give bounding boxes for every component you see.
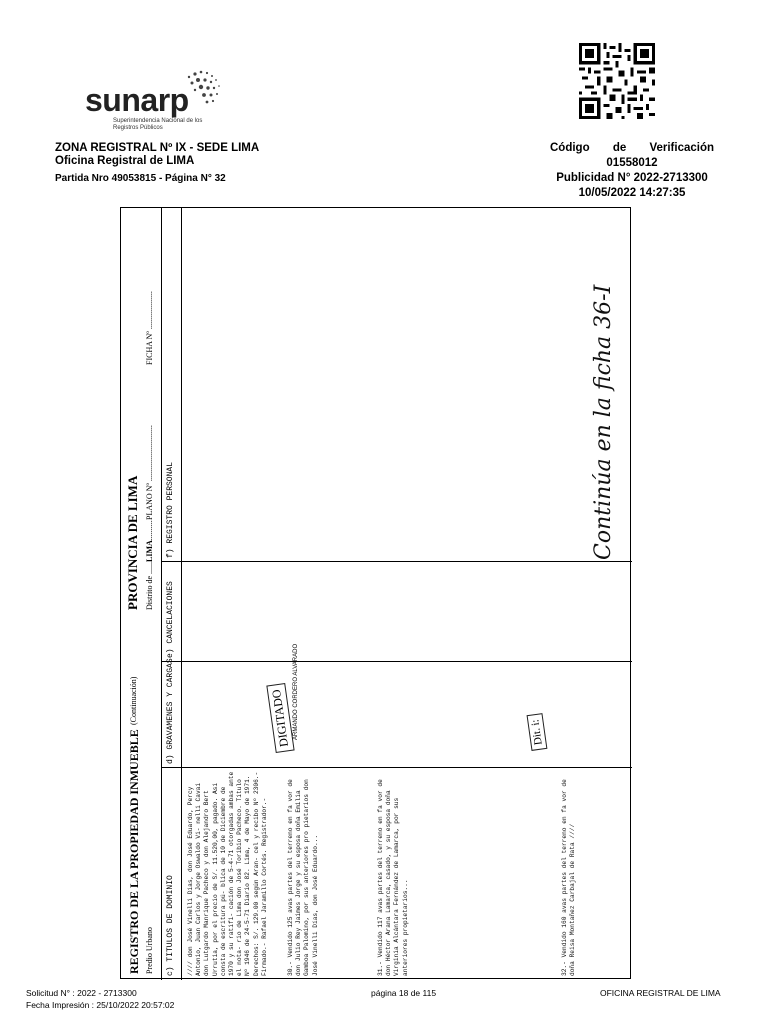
verification-label-row <box>550 141 714 156</box>
partida-number: Partida Nro 49053815 - Página N° 32 <box>55 173 226 184</box>
form-distrito: Distrito de ......LIMA.......... <box>145 520 154 610</box>
plano-label: PLANO Nº <box>145 483 154 520</box>
publicidad-number: Publicidad N° 2022-2713300 <box>556 172 708 184</box>
codigo-label: Código <box>550 142 590 154</box>
column-header-cancelaciones: e) CANCELACIONES <box>166 581 175 658</box>
publicidad-date: 10/05/2022 14:27:35 <box>578 187 686 199</box>
column-header-gravamenes: d) GRAVAMENES Y CARGAS <box>166 658 175 764</box>
sunarp-logo <box>85 68 235 130</box>
qr-code-icon <box>577 43 657 119</box>
form-title: REGISTRO DE LA PROPIEDAD INMUEBLE <box>127 729 141 974</box>
footer-fecha-impresion: Fecha Impresión : 25/10/2022 20:57:02 <box>26 1000 175 1010</box>
stamp-signer-name: ARMANDO CORDERO ALVARADO <box>293 643 299 740</box>
distrito-value: LIMA <box>145 540 154 562</box>
entry-30: 30.- Vendido 125 avas partes del terreno en fa vor de don Julio Rey Jaimes Jorge y su esposa doña Emilia Gamboa Palomino, por sus anteriores pro pietarios don José Vinelli Días, don José Eduardo... <box>287 779 319 976</box>
verification-code: 01558012 <box>606 157 658 169</box>
form-predio: Predio Urbano <box>145 927 154 974</box>
footer-solicitud: Solicitud N° : 2022 - 2713300 <box>26 988 137 998</box>
column-divider-2 <box>161 661 632 662</box>
header-rule <box>161 208 162 980</box>
de-label: de <box>612 142 627 154</box>
column-header-registro-personal: f) REGISTRO PERSONAL <box>166 461 175 558</box>
oficina-registral: Oficina Registral de LIMA <box>55 155 195 167</box>
distrito-label: Distrito de <box>145 576 154 610</box>
stamp-digitado: DIGITADO <box>266 683 294 753</box>
entry-29: //// don José Vinelli Días, don José Eduardo, Percy Antonio, Juan Carlos y Jorge Oswaldo Vi- nelli Cavai don Lutgardo Manrique Pacheco y don Alejandro Bert Urrutia, por el precio de S/. 11.520,00, pagado. Así consta de escritura pú- blica de 10 de Diciembre de 1970 y su ratifi- cación de 5-4-71 otorgadas ambas ante el nota- rio de Lima don José Toribio Pacheco. Título Nº 1946 de 24-5-71 Diario 82. Lima, 4 de Mayo de 1971. Derechos: S/. 129.00 según Aran- cel y recibo Nº 2306.- Firmado.- Rafael Jaramillo Cortés. Registrador.- <box>187 771 268 976</box>
form-plano: PLANO Nº ............................ <box>145 425 154 520</box>
entry-31: 31.- Vendido 117 avas partes del terreno en fa vor de don Héctor Arana Lamarca, casado, y su esposa doña Virginia Alcántara Fernández de Lamarca, por sus anteriores propietarios... <box>377 779 409 976</box>
rotated-form <box>121 208 632 980</box>
scanned-registry-page <box>120 207 631 979</box>
form-header <box>121 208 161 980</box>
form-ficha: FICHA Nº ................... <box>145 291 154 365</box>
column-divider-3 <box>161 561 632 562</box>
verification-block <box>550 141 714 201</box>
handwritten-note: Continúa en la ficha 36-I <box>591 284 616 560</box>
stamp-ditit: Dit. i: <box>527 713 548 751</box>
verificacion-label: Verificación <box>649 142 714 154</box>
column-divider-1 <box>161 767 632 768</box>
footer-oficina: OFICINA REGISTRAL DE LIMA <box>600 988 721 998</box>
column-header-titulos: c) TITULOS DE DOMINIO <box>166 875 175 976</box>
form-provincia: PROVINCIA DE LIMA <box>125 475 140 610</box>
footer-page-number: página 18 de 115 <box>371 988 437 998</box>
zona-registral: ZONA REGISTRAL Nº IX - SEDE LIMA <box>55 142 260 154</box>
ficha-label: FICHA Nº <box>145 331 154 365</box>
column-header-rule <box>181 208 182 980</box>
logo-wordmark: sunarp <box>85 82 189 118</box>
logo-subtitle: Superintendencia Nacional de los Registros Públicos <box>113 118 203 131</box>
form-continuacion: (Continuación) <box>129 676 138 725</box>
entry-32: 32.- Vendido 160 avas partes del terreno en fa vor de doña Reisa Montañez Carbajal de Rata //// <box>561 779 577 976</box>
